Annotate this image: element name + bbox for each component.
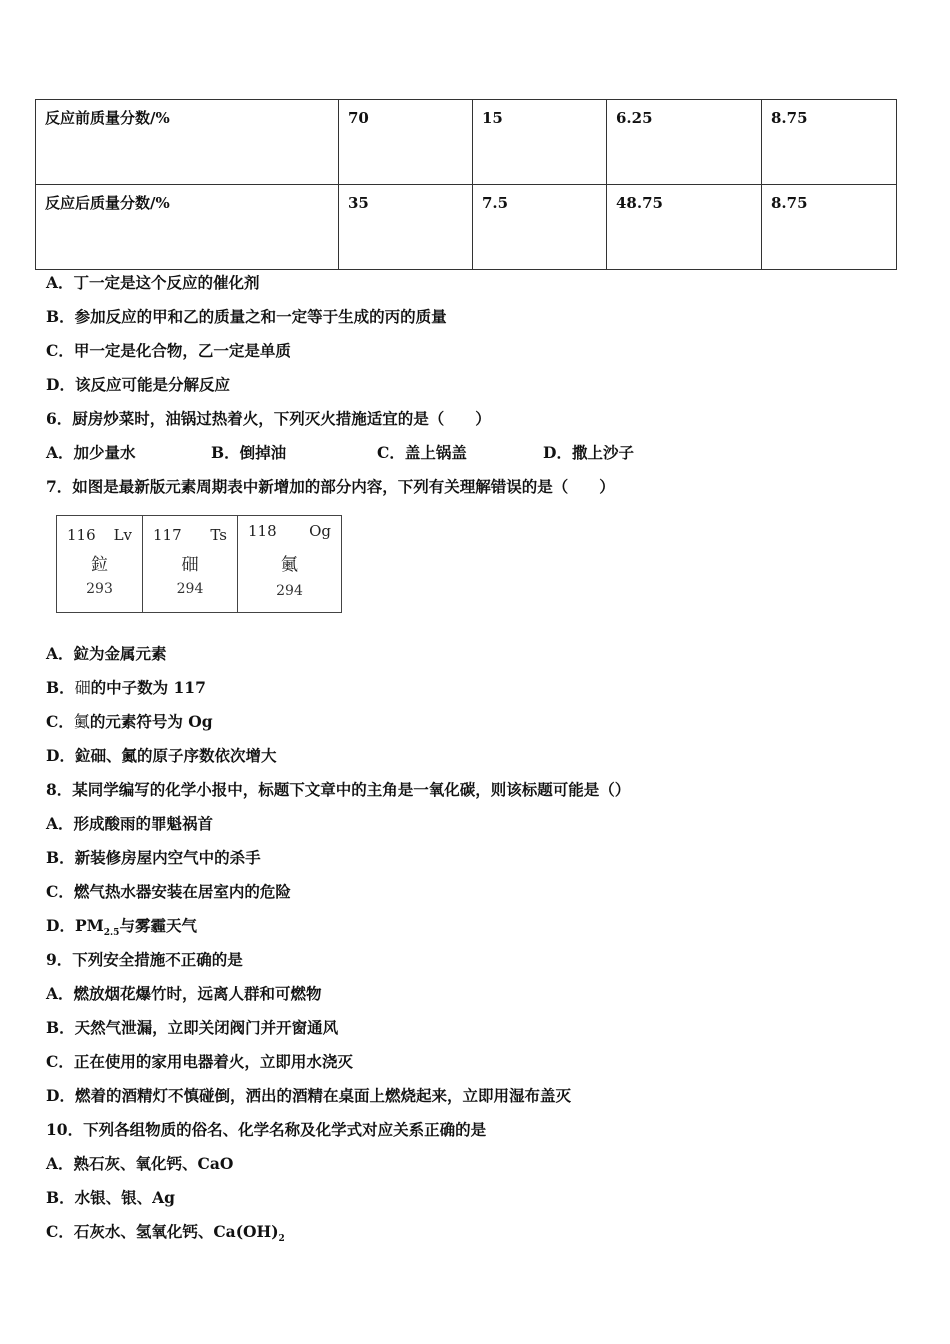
element-symbol: Lv (113, 526, 132, 544)
element-name: 鿫 (281, 555, 298, 575)
option-prefix: D． (46, 746, 75, 765)
q8-option-a: A．形成酸雨的罪魁祸首 (46, 814, 214, 833)
q6-stem: 6．厨房炒菜时，油锅过热着火，下列灭火措施适宜的是（ ） (46, 409, 491, 428)
table-cell: 7.5 (473, 185, 607, 270)
q9-option-d: D．燃着的酒精灯不慎碰倒，洒出的酒精在桌面上燃烧起来，立即用湿布盖灭 (46, 1086, 571, 1105)
table-cell: 8.75 (762, 100, 897, 185)
element-cell-116 (57, 516, 143, 613)
atomic-number: 117 (153, 526, 182, 544)
q6-option-d: D．撒上沙子 (543, 443, 634, 462)
q5-option-b: B．参加反应的甲和乙的质量之和一定等于生成的丙的质量 (46, 307, 447, 326)
q9-option-a: A．燃放烟花爆竹时，远离人群和可燃物 (46, 984, 322, 1003)
q8-option-c: C．燃气热水器安装在居室内的危险 (46, 882, 291, 901)
q6-option-c: C．盖上锅盖 (377, 443, 467, 462)
q8-stem: 8．某同学编写的化学小报中，标题下文章中的主角是一氧化碳，则该标题可能是（） (46, 780, 631, 799)
subscript: 2.5 (103, 928, 120, 939)
subscript: 2 (278, 1234, 285, 1245)
table-row (36, 100, 897, 185)
element-glyph-og: 鿫 (73, 712, 90, 731)
mass-fraction-table (35, 99, 897, 270)
q9-stem: 9．下列安全措施不正确的是 (46, 950, 243, 969)
q5-option-d: D．该反应可能是分解反应 (46, 375, 230, 394)
option-prefix: B． (46, 678, 75, 697)
table-row (36, 185, 897, 270)
option-text: 的中子数为 117 (90, 678, 206, 697)
q7-option-d (46, 745, 276, 767)
atomic-mass: 294 (276, 583, 303, 599)
element-name: 鉝 (91, 555, 108, 575)
element-cell-118 (238, 516, 342, 613)
atomic-mass: 293 (86, 581, 113, 597)
q9-option-c: C．正在使用的家用电器着火，立即用水浇灭 (46, 1052, 353, 1071)
option-text: 的元素符号为 Og (89, 712, 213, 731)
atomic-number: 118 (248, 522, 277, 540)
element-name: 鿬 (181, 555, 199, 575)
q8-option-d (46, 915, 197, 944)
table-cell: 8.75 (762, 185, 897, 270)
element-symbol: Og (309, 522, 331, 540)
q6-option-a: A．加少量水 (46, 443, 136, 462)
q10-option-b: B．水银、银、Ag (46, 1188, 175, 1207)
table-cell: 48.75 (607, 185, 762, 270)
element-glyph-ts: 鿬 (74, 678, 91, 697)
q7-option-b (46, 677, 206, 699)
option-text: 鉝为金属元素 (73, 644, 167, 663)
option-text: C．石灰水、氢氧化钙、Ca(OH) (46, 1222, 279, 1241)
q7-stem: 7．如图是最新版元素周期表中新增加的部分内容，下列有关理解错误的是（ ） (46, 477, 615, 496)
atomic-number: 116 (67, 526, 96, 544)
option-text: D．PM (46, 916, 104, 935)
q5-option-c: C．甲一定是化合物，乙一定是单质 (46, 341, 291, 360)
option-prefix: A． (46, 644, 74, 663)
q10-option-a: A．熟石灰、氧化钙、CaO (46, 1154, 234, 1173)
element-cell-117 (143, 516, 238, 613)
atomic-mass: 294 (176, 581, 204, 597)
q10-option-c (46, 1221, 285, 1250)
q6-option-b: B．倒掉油 (211, 443, 287, 462)
q5-option-a: A．丁一定是这个反应的催化剂 (46, 273, 260, 292)
periodic-table-excerpt (56, 515, 342, 613)
option-prefix: C． (46, 712, 74, 731)
option-text: 与雾霾天气 (119, 916, 197, 935)
q7-option-a (46, 643, 167, 665)
table-cell: 15 (473, 100, 607, 185)
table-cell: 70 (339, 100, 473, 185)
table-cell: 6.25 (607, 100, 762, 185)
row-label: 反应后质量分数/% (36, 185, 339, 270)
table-cell: 35 (339, 185, 473, 270)
q7-option-c (46, 711, 213, 733)
q9-option-b: B．天然气泄漏，立即关闭阀门并开窗通风 (46, 1018, 339, 1037)
option-text: 鉝鿬、鿫的原子序数依次增大 (74, 746, 277, 765)
element-symbol: Ts (210, 526, 227, 544)
q8-option-b: B．新装修房屋内空气中的杀手 (46, 848, 261, 867)
row-label: 反应前质量分数/% (36, 100, 339, 185)
q10-stem: 10．下列各组物质的俗名、化学名称及化学式对应关系正确的是 (46, 1120, 487, 1139)
q6-options (46, 442, 634, 464)
